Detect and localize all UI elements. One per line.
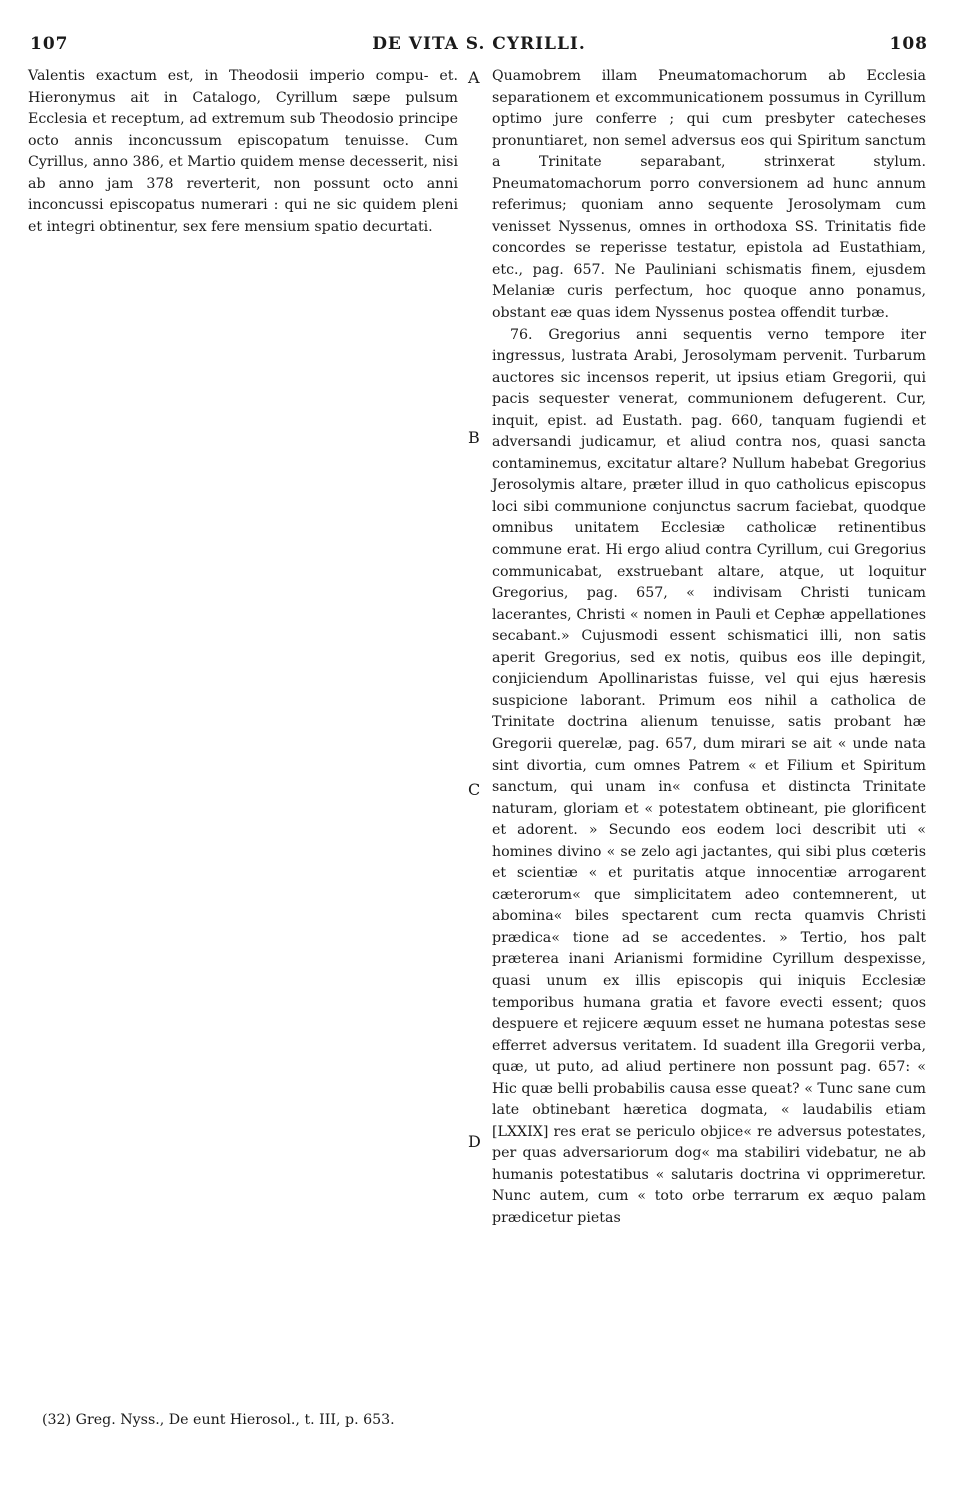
running-title: DE VITA S. CYRILLI.: [372, 34, 586, 54]
margin-letter-d: D: [468, 1132, 481, 1151]
right-column: [492, 66, 926, 1230]
page-number-left: 107: [30, 34, 69, 54]
right-paragraph-1: Quamobrem illam Pneumatomachorum ab Ecclesia separationem et excommunicationem possumus in Cyrillum optimo jure conferre ; qui cum presbyter catecheses pronuntiaret, non semel adversus eos qui Spiritum sanctum a Trinitate separabant, strinxerat stylum. Pneumatomachorum porro conversionem ad hunc annum referimus; quoniam anno sequente Jerosolymam cum venisset Nyssenus, omnes in orthodoxa SS. Trinitatis fide concordes se reperisse testatur, epistola ad Eustathiam, etc., pag. 657. Ne Pauliniani schismatis finem, ejusdem Melaniæ curis perfectum, hoc quoque anno ponamus, obstant eæ quas idem Nyssenus postea offendit turbæ.: [492, 68, 926, 322]
left-column: [28, 66, 458, 238]
page-number-right: 108: [889, 34, 928, 54]
margin-letter-c: C: [468, 780, 481, 799]
left-paragraph-1: Valentis exactum est, in Theodosii imperio compu- et. Hieronymus ait in Catalogo, Cyrillum sæpe pulsum Ecclesia et receptum, ad extremum sub Theodosio principe octo annis inconcussum episcopatum tenuisse. Cum Cyrillus, anno 386, et Martio quidem mense decesserit, nisi ab anno jam 378 reverterit, non possunt octo anni inconcussi episcopatus numerari : qui ne sic quidem pleni et integri obtinentur, sex fere mensium spatio decurtati.: [28, 68, 458, 235]
footnote: (32) Greg. Nyss., De eunt Hierosol., t. III, p. 653.: [42, 1412, 395, 1428]
page-header: [30, 34, 928, 62]
margin-letter-b: B: [468, 428, 480, 447]
right-paragraph-2: 76. Gregorius anni sequentis verno tempore iter ingressus, lustrata Arabi, Jerosolymam pervenit. Turbarum auctores sic incensos reperit, ut ipsius etiam Gregorii, qui pacis sequester venerat, communionem defugerent. Cur, inquit, epist. ad Eustath. pag. 660, tanquam fugiendi et adversandi judicamur, et aliud contra nos, quasi sancta contaminemus, excitatur altare? Nullum habebat Gregorius Jerosolymis altare, præter illud in quo catholicus episcopus loci sibi communione conjunctus sacrum faciebat, quodque omnibus unitatem Ecclesiæ catholicæ retinentibus commune erat. Hi ergo aliud contra Cyrillum, cui Gregorius communicabat, exstruebant altare, atque, ut loquitur Gregorius, pag. 657, « indivisam Christi tunicam lacerantes, Christi « nomen in Pauli et Cephæ appellationes secabant.» Cujusmodi essent schismatici illi, non satis aperit Gregorius, sed ex notis, quibus eos ille depingit, conjiciendum Apollinaristas fuisse, vel qui ejus hæresis suspicione laborant. Primum eos nihil a catholica de Trinitate doctrina alienum tenuisse, satis probant hæ Gregorii querelæ, pag. 657, dum mirari se ait « unde nata sint divortia, cum omnes Patrem « et Filium et Spiritum sanctum, qui unam in« confusa et distincta Trinitate naturam, gloriam et « potestatem obtineant, pie glorificent et adorent. » Secundo eos eodem loci describit uti « homines divino « se zelo agi jactantes, qui sibi plus cœteris et scientiæ « et puritatis atque innocentiæ arrogarent cæterorum« que simplicitatem adeo contemnerent, ut abomina« biles spectarent cum recta quamvis Christi prædica« tione ad se accedentes. » Tertio, hos palt præterea inani Arianismi formidine Cyrillum despexisse, quasi unum ex illis episcopis qui iniquis Ecclesiæ temporibus humana gratia et favore evecti essent; quos despuere et rejicere æquum esset ne humana potestas sese efferret adversus veritatem. Id suadent illa Gregorii verba, quæ, ut puto, ad aliud pertinere non possunt pag. 657: « Hic quæ belli probabilis causa esse queat? « Tunc sane cum late obtinebant hæretica dogmata, « laudabilis etiam [LXXIX] res erat se periculo objice« re adversus potestates, per quas adversariorum dog« ma stabiliri videbatur, ne ab humanis potestatibus « salutaris doctrina vi opprimeretur. Nunc autem, cum « toto orbe terrarum ex æquo palam prædicetur pietas: [492, 326, 926, 1226]
margin-letter-a: A: [468, 68, 480, 87]
